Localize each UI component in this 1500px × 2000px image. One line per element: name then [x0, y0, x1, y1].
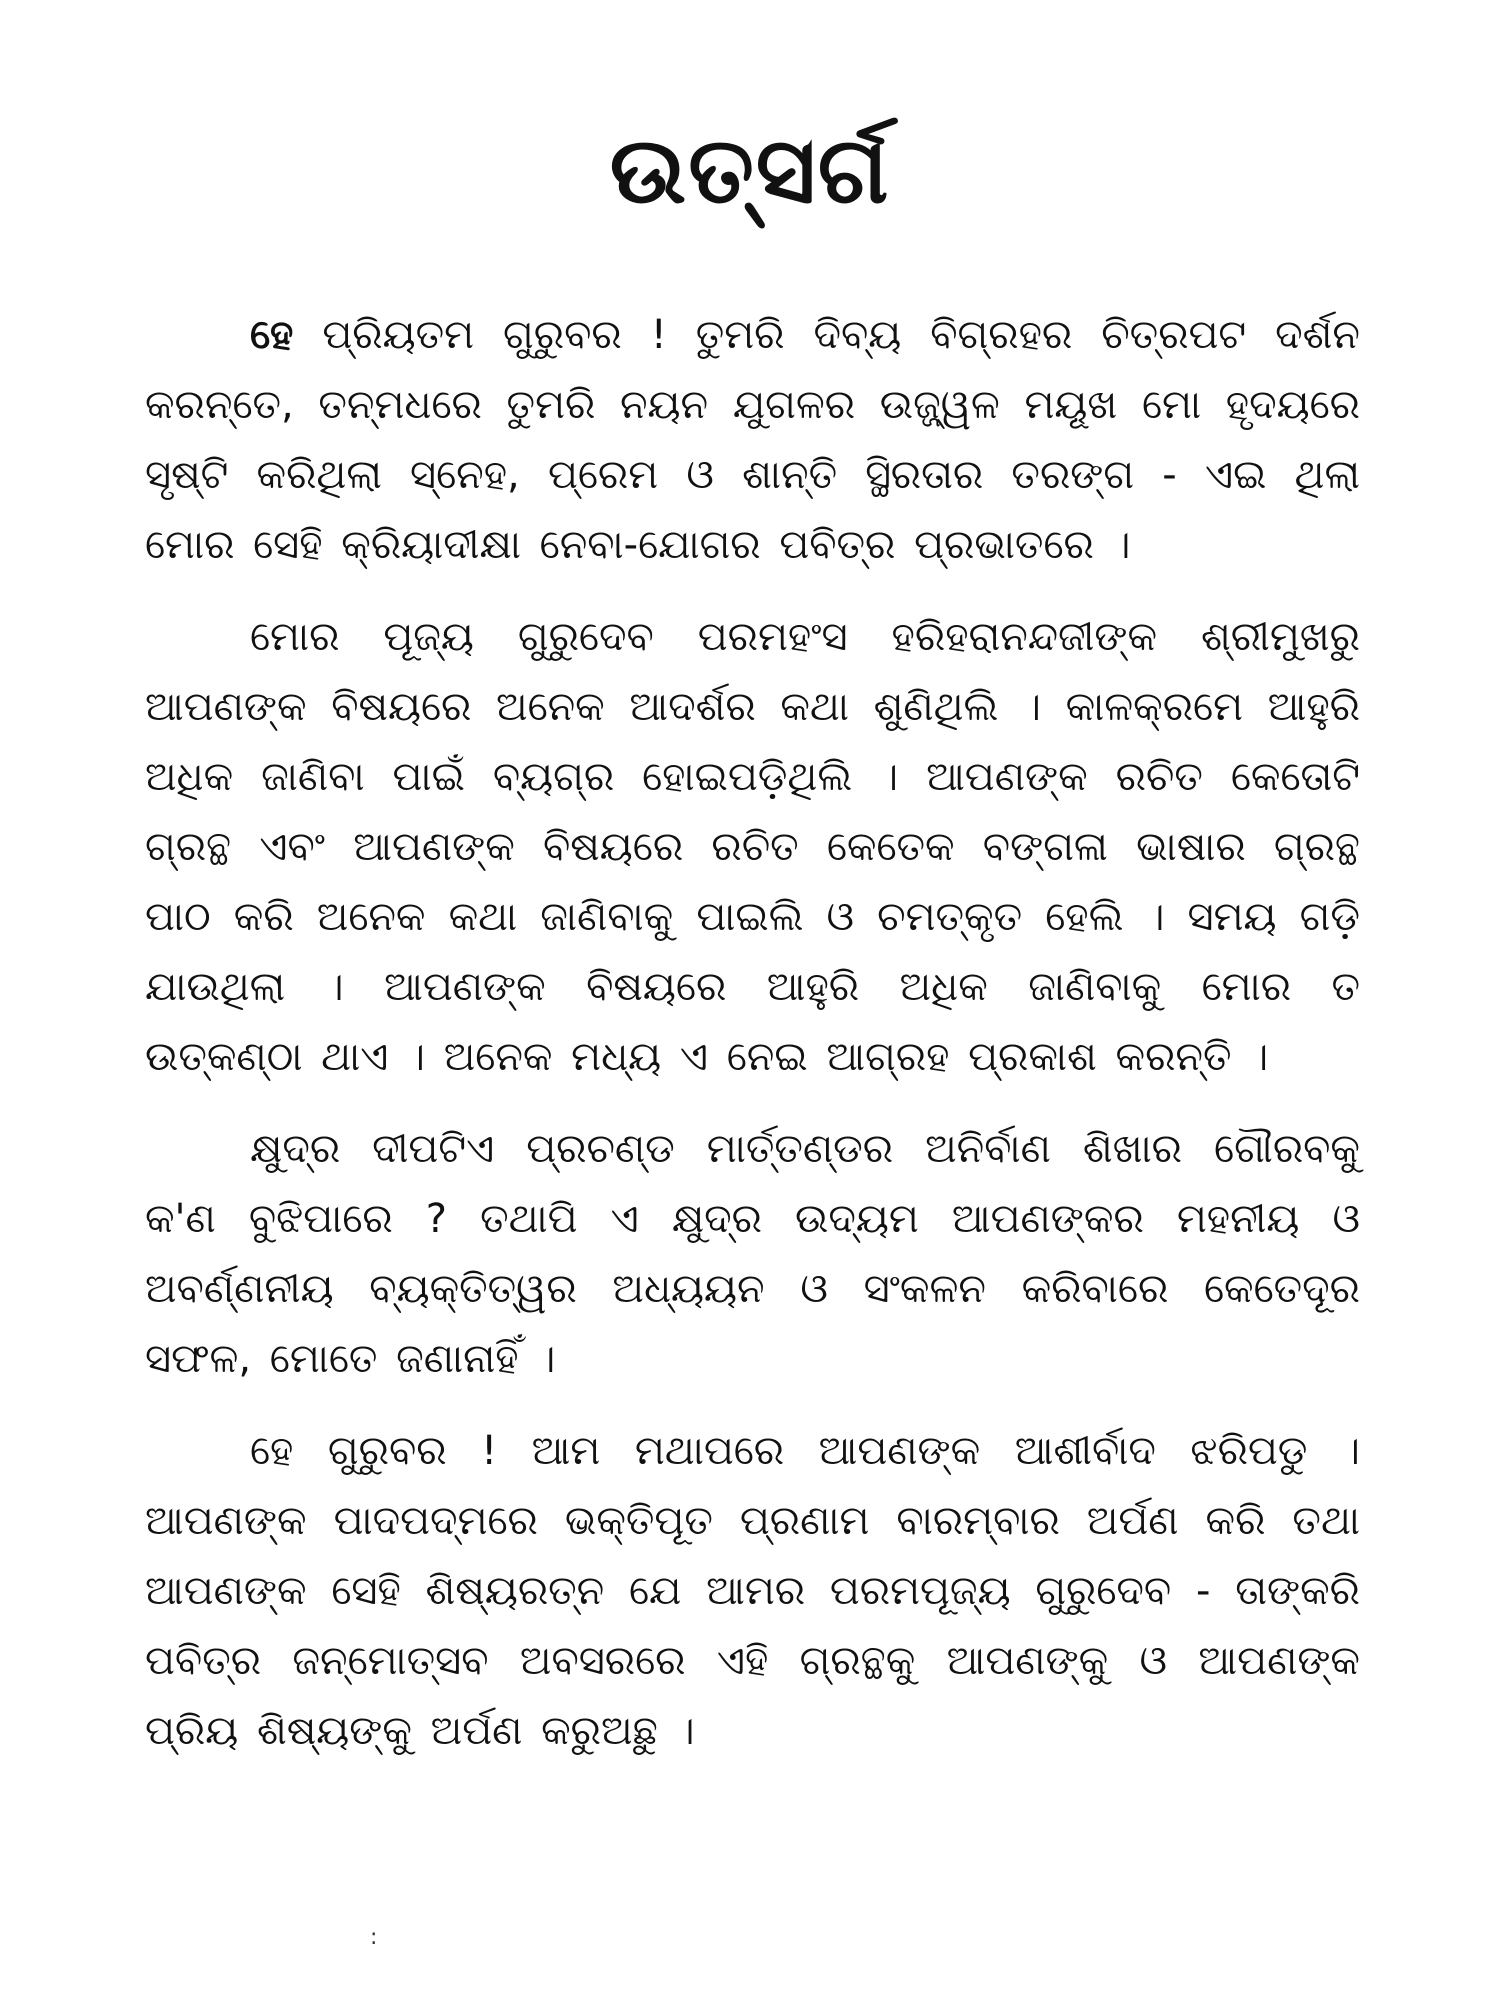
paragraph-text: କ୍ଷୁଦ୍ର ଦୀପଟିଏ ପ୍ରଚଣ୍ଡ ମାର୍ତ୍ତଣ୍ଡର ଅନିର୍ବାଣ ଶିଖାର ଗୌରବକୁ କ'ଣ ବୁଝିପାରେ ? ତଥାପି ଏ କ୍ଷୁଦ୍ର ଉଦ୍ୟମ ଆପଣଙ୍କର ମହନୀୟ ଓ ଅବର୍ଣ୍ଣନୀୟ ବ୍ୟକ୍ତିତ୍ୱର ଅଧ୍ୟୟନ ଓ ସଂକଳନ କରିବାରେ କେତେଦୂର ସଫଳ, ମୋତେ ଜଣାନାହିଁ ।: [145, 1126, 1360, 1382]
stray-mark: ꞉: [370, 1925, 378, 1950]
paragraph-2: [145, 602, 1360, 1092]
dedication-body: [145, 300, 1360, 1788]
paragraph-4: [145, 1416, 1360, 1766]
paragraph-text: ମୋର ପୂଜ୍ୟ ଗୁରୁଦେବ ପରମହଂସ ହରିହରାନନ୍ଦଜୀଙ୍କ ଶ୍ରୀମୁଖରୁ ଆପଣଙ୍କ ବିଷୟରେ ଅନେକ ଆଦର୍ଶର କଥା ଶୁଣିଥିଲି । କାଳକ୍ରମେ ଆହୁରି ଅଧିକ ଜାଣିବା ପାଇଁ ବ୍ୟଗ୍ର ହୋଇପଡ଼ିଥିଲି । ଆପଣଙ୍କ ରଚିତ କେତୋଟି ଗ୍ରନ୍ଥ ଏବଂ ଆପଣଙ୍କ ବିଷୟରେ ରଚିତ କେତେକ ବଙ୍ଗଳା ଭାଷାର ଗ୍ରନ୍ଥ ପାଠ କରି ଅନେକ କଥା ଜାଣିବାକୁ ପାଇଲି ଓ ଚମତ୍କୃତ ହେଲି । ସମୟ ଗଡ଼ି ଯାଉଥିଲା । ଆପଣଙ୍କ ବିଷୟରେ ଆହୁରି ଅଧିକ ଜାଣିବାକୁ ମୋର ତ ଉତ୍କଣ୍ଠା ଥାଏ । ଅନେକ ମଧ୍ୟ ଏ ନେଇ ଆଗ୍ରହ ପ୍ରକାଶ କରନ୍ତି ।: [145, 614, 1360, 1080]
paragraph-3: [145, 1114, 1360, 1394]
paragraph-1: [145, 300, 1360, 580]
page-title: ଉତ୍ସର୍ଗ: [609, 117, 891, 224]
paragraph-text: ହେ ଗୁରୁବର ! ଆମ ମଥାପରେ ଆପଣଙ୍କ ଆଶୀର୍ବାଦ ଝରିପଡୁ । ଆପଣଙ୍କ ପାଦପଦ୍ମରେ ଭକ୍ତିପୂତ ପ୍ରଣାମ ବାରମ୍ବାର ଅର୍ପଣ କରି ତଥା ଆପଣଙ୍କ ସେହି ଶିଷ୍ୟରତ୍ନ ଯେ ଆମର ପରମପୂଜ୍ୟ ଗୁରୁଦେବ - ତାଙ୍କରି ପବିତ୍ର ଜନ୍ମୋତ୍ସବ ଅବସରରେ ଏହି ଗ୍ରନ୍ଥକୁ ଆପଣଙ୍କୁ ଓ ଆପଣଙ୍କ ପ୍ରିୟ ଶିଷ୍ୟଙ୍କୁ ଅର୍ପଣ କରୁଅଛୁ ।: [145, 1428, 1360, 1754]
paragraph-text: ପ୍ରିୟତମ ଗୁରୁବର ! ତୁମରି ଦିବ୍ୟ ବିଗ୍ରହର ଚିତ୍ରପଟ ଦର୍ଶନ କରନ୍ତେ, ତନ୍ମଧରେ ତୁମରି ନୟନ ଯୁଗଳର ଉଜ୍ଜ୍ୱଳ ମୟୂଖ ମୋ ହୃଦୟରେ ସୃଷ୍ଟି କରିଥିଲା ସ୍ନେହ, ପ୍ରେମ ଓ ଶାନ୍ତି ସ୍ଥିରତାର ତରଙ୍ଗ - ଏଇ ଥିଲା ମୋର ସେହି କ୍ରିୟାଦୀକ୍ଷା ନେବା-ଯୋଗର ପବିତ୍ର ପ୍ରଭାତରେ ।: [145, 312, 1360, 568]
paragraph-lead-word: ହେ: [250, 312, 294, 358]
